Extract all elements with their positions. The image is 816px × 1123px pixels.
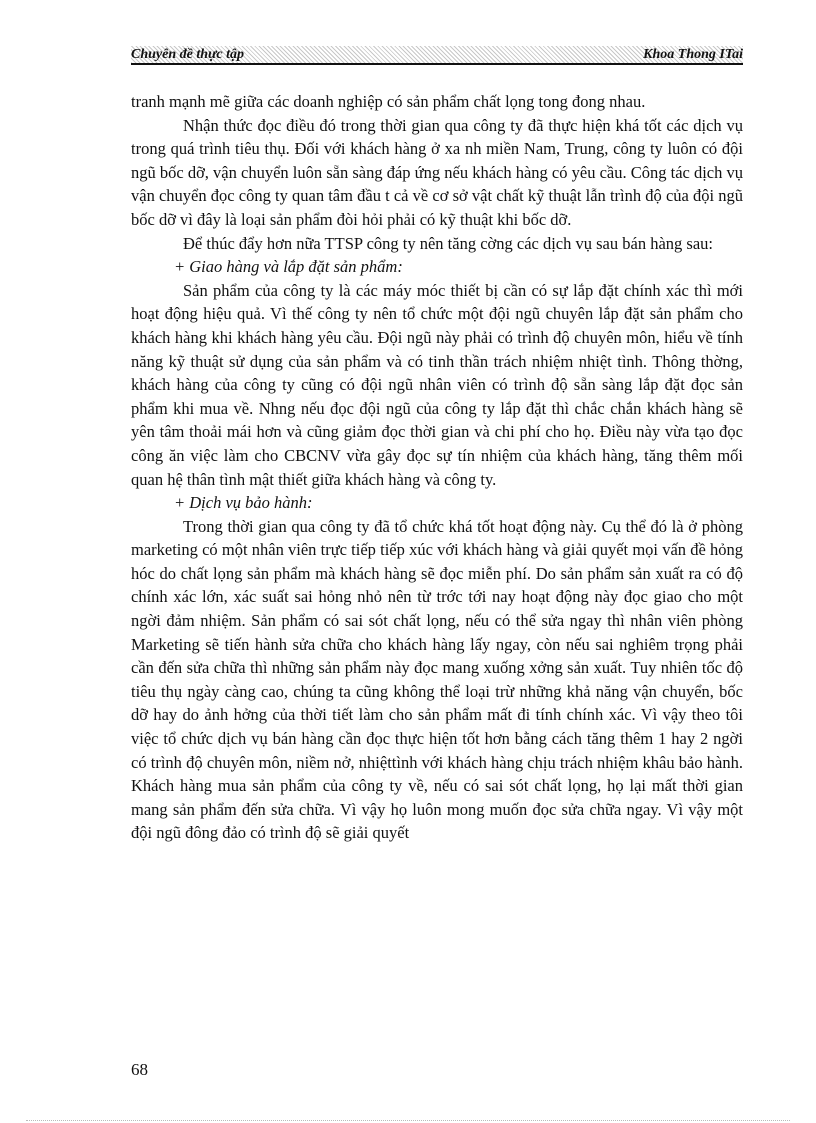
footer-divider xyxy=(26,1120,790,1121)
paragraph-continuation: tranh mạnh mẽ giữa các doanh nghiệp có sản phẩm chất lọng tong đong nhau. xyxy=(131,92,646,111)
page-number: 68 xyxy=(131,1060,148,1079)
subheading-delivery-installation: + Giao hàng và lắp đặt sản phẩm: xyxy=(174,257,403,277)
paragraph-warranty: Trong thời gian qua công ty đã tổ chức khá tốt hoạt động này. Cụ thể đó là ở phòng marketing có một nhân viên trực tiếp tiếp xúc với khách hàng và giải quyết mọi vấn đề hỏng hóc do chất lọng sản phẩm mà khách hàng sẽ đọc miễn phí. Do sản phẩm sản xuất ra có độ chính xác lớn, xác suất sai hỏng nhỏ nên từ trớc tới nay hoạt động này đọc giao cho một ngời đảm nhiệm. Sản phẩm có sai sót chất lọng, nếu có thể sửa ngay thì nhân viên phòng Marketing sẽ tiến hành sửa chữa cho khách hàng lấy ngay, còn nếu sai nghiêm trọng phải cần đến sửa chữa thì những sản phẩm này đọc mang xuống xởng sản xuất. Tuy nhiên tốc độ tiêu thụ ngày càng cao, chúng ta cũng không thể loại trừ những khả năng vận chuyển, bốc dỡ hay do ảnh hởng của thời tiết làm cho sản phẩm mất đi tính chính xác. Vì vậy theo tôi việc tổ chức dịch vụ bán hàng cần đọc thực hiện tốt hơn bằng cách tăng thêm 1 hay 2 ngời có trình độ chuyên môn, niềm nở, nhiệttình với khách hàng chịu trách nhiệm khâu bảo hành. Khách hàng mua sản phẩm của công ty về, nếu có sai sót chất lọng, họ lại mất thời gian mang sản phẩm đến sửa chữa. Vì vậy họ luôn mong muốn đọc sửa chữa ngay. Vì vậy một đội ngũ đông đảo có trình độ sẽ giải quyết xyxy=(131,516,743,843)
page-header xyxy=(131,46,743,65)
header-title-left: Chuyên đề thực tập xyxy=(131,47,245,62)
subheading-warranty: + Dịch vụ bảo hành: xyxy=(174,493,313,513)
paragraph-transport-services: Nhận thức đọc điều đó trong thời gian qua công ty đã thực hiện khá tốt các dịch vụ trong quá trình tiêu thụ. Đối với khách hàng ở xa nh miền Nam, Trung, công ty luôn có đội ngũ bốc dỡ, vận chuyển luôn sẵn sàng đáp ứng nếu khách hàng có yêu cầu. Công tác dịch vụ vận chuyển đọc công ty quan tâm đầu t cả về cơ sở vật chất kỹ thuật lẫn trình độ của đội ngũ bốc dỡ vì đây là loại sản phẩm đòi hỏi phải có kỹ thuật khi bốc dỡ. xyxy=(131,115,743,229)
paragraph-after-sales-intro: Để thúc đẩy hơn nữa TTSP công ty nên tăng cờng các dịch vụ sau bán hàng sau: xyxy=(183,233,713,253)
header-title-right: Khoa Thong ITai xyxy=(643,47,743,62)
document-body xyxy=(131,90,743,845)
paragraph-installation: Sản phẩm của công ty là các máy móc thiết bị cần có sự lắp đặt chính xác thì mới hoạt động hiệu quả. Vì thế công ty nên tổ chức một đội ngũ chuyên lắp đặt sản phẩm cho khách hàng khi khách hàng yêu cầu. Đội ngũ này phải có trình độ chuyên môn, hiểu về tính năng kỹ thuật sử dụng của sản phẩm và có tinh thần trách nhiệm nhiệt tình. Thông thờng, khách hàng của công ty cũng có đội ngũ nhân viên có trình độ sẵn sàng lắp đặt đọc sản phẩm khi mua về. Nhng nếu đọc đội ngũ của công ty lắp đặt thì chắc chắn khách hàng sẽ yên tâm thoải mái hơn và cũng giảm đọc thời gian và chi phí cho họ. Điều này vừa tạo đọc công ăn việc làm cho CBCNV vừa gây đọc sự tín nhiệm của khách hàng, tăng thêm mối quan hệ thân tình mật thiết giữa khách hàng và công ty. xyxy=(131,280,743,489)
